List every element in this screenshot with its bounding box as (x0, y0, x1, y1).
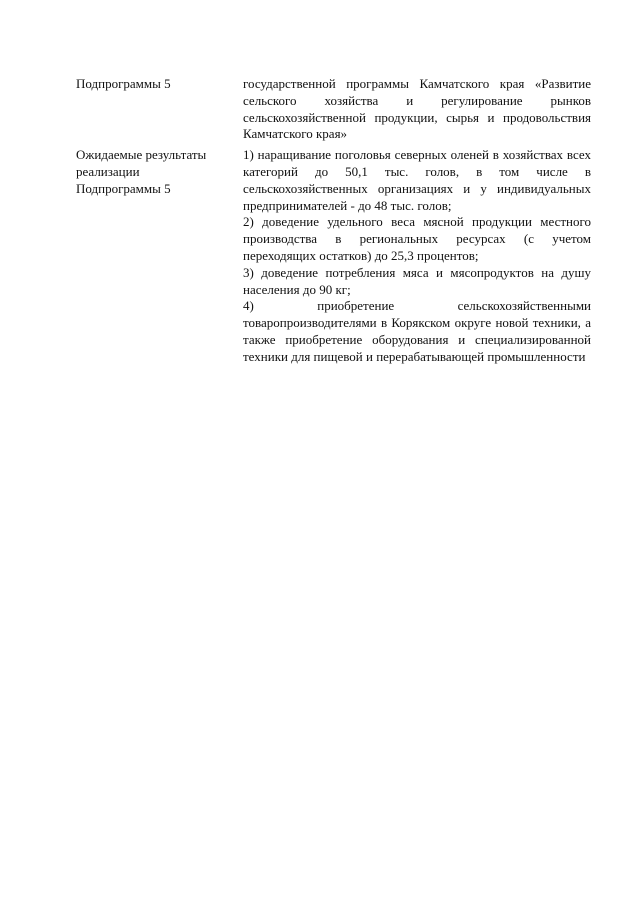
row-content (243, 147, 591, 365)
row-label (76, 76, 243, 93)
result-item-3: 3) доведение потребления мяса и мясопродуктов на душу населения до 90 кг; (243, 264, 591, 297)
passport-table (76, 76, 591, 370)
row-label-line: реализации (76, 163, 140, 179)
result-item-4: 4) приобретение сельскохозяйственными товаропроизводителями в Корякском округе новой техники, а также приобретение оборудования и специализированной техники для пищевой и перерабатывающей промышленности (243, 298, 591, 364)
row-label (76, 147, 243, 197)
table-row-subprogram (76, 76, 591, 143)
result-item-1: 1) наращивание поголовья северных оленей в хозяйствах всех категорий до 50,1 тыс. голов, в том числе в сельскохозяйственных организациях и у индивидуальных предпринимателей - до 48 тыс. голов; (243, 147, 591, 213)
table-row-expected-results (76, 147, 591, 365)
row-label-line: Ожидаемые результаты (76, 147, 207, 163)
row-content (243, 76, 591, 143)
row-label-line: Подпрограммы 5 (76, 180, 171, 196)
subprogram-description: государственной программы Камчатского края «Развитие сельского хозяйства и регулирование рынков сельскохозяйственной продукции, сырья и продовольствия Камчатского края» (243, 76, 591, 142)
result-item-2: 2) доведение удельного веса мясной продукции местного производства в региональных ресурсах (с учетом переходящих остатков) до 25,3 процентов; (243, 214, 591, 263)
row-label-line: Подпрограммы 5 (76, 76, 171, 91)
